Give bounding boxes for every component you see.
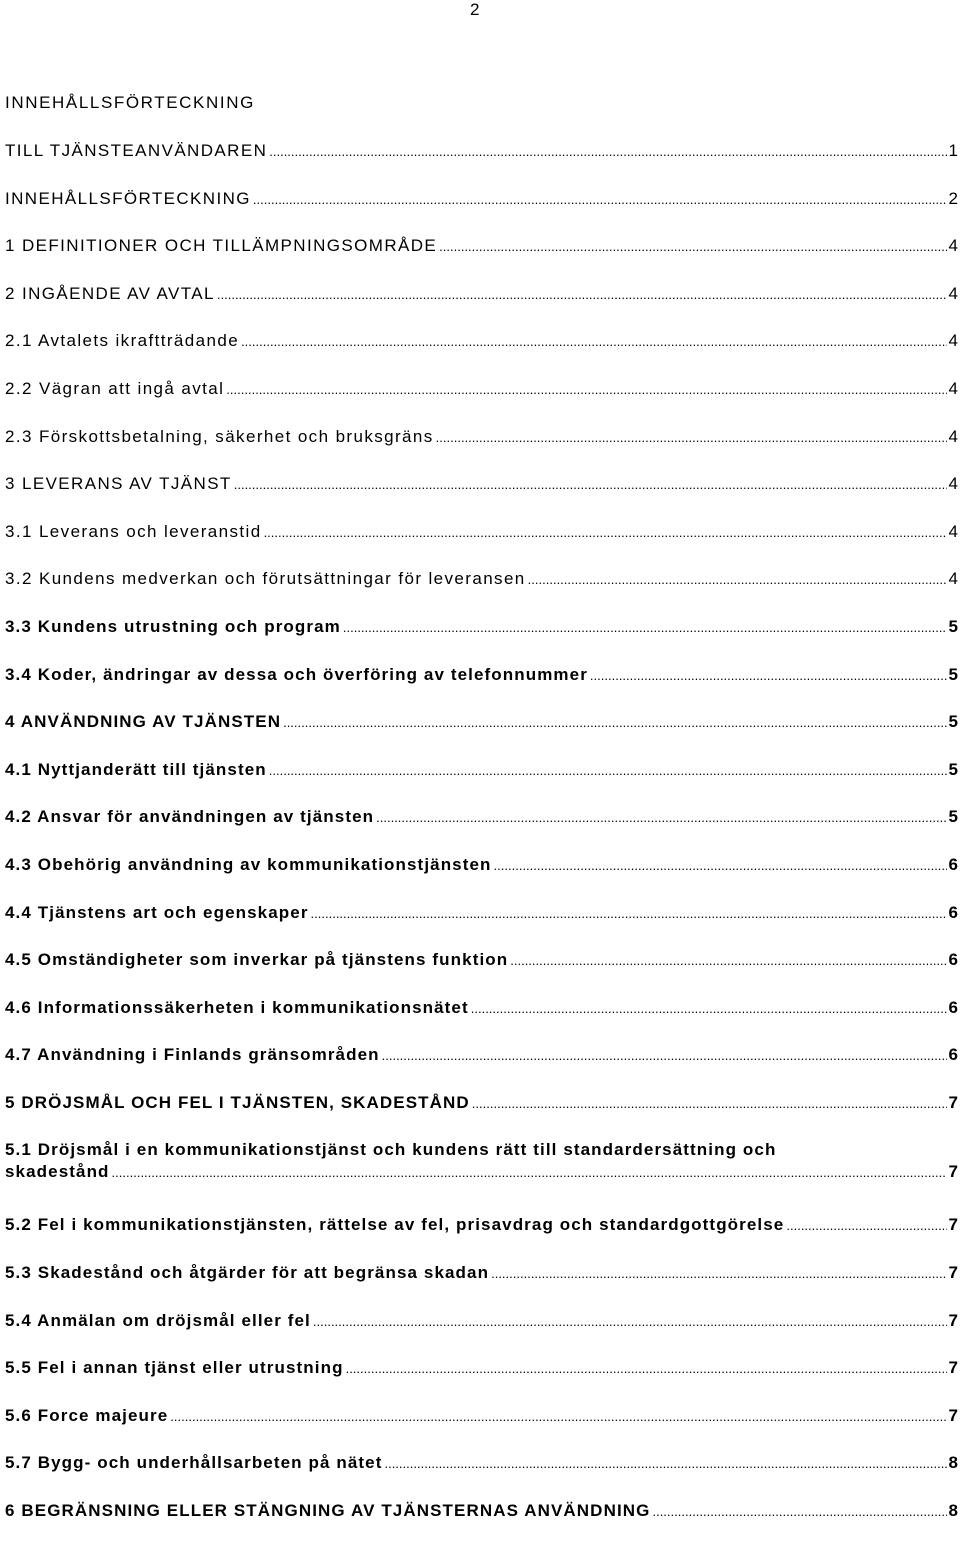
dot-leader xyxy=(241,330,946,353)
toc-entry[interactable] xyxy=(5,997,958,1045)
toc-entry[interactable] xyxy=(5,1310,958,1358)
dot-leader xyxy=(436,426,947,449)
dot-leader xyxy=(471,997,947,1020)
dot-leader xyxy=(283,711,946,734)
toc-entry-title: 3.3 Kundens utrustning och program xyxy=(5,616,341,636)
toc-entry-page: 7 xyxy=(948,1092,958,1112)
dot-leader xyxy=(786,1214,946,1237)
dot-leader xyxy=(472,1092,947,1115)
toc-entry[interactable] xyxy=(5,949,958,997)
dot-leader xyxy=(343,616,947,639)
dot-leader xyxy=(112,1161,947,1184)
toc-entry-title: 3.2 Kundens medverkan och förutsättningar för leveransen xyxy=(5,569,526,589)
toc-entry[interactable] xyxy=(5,616,958,664)
toc-entry[interactable] xyxy=(5,1262,958,1310)
toc-entry-title: skadestånd xyxy=(5,1162,110,1182)
toc-entry-page: 7 xyxy=(948,1263,958,1283)
toc-entry-page: 6 xyxy=(948,997,958,1017)
dot-leader xyxy=(491,1262,946,1285)
toc-entry[interactable] xyxy=(5,1500,958,1548)
dot-leader xyxy=(384,1452,946,1475)
toc-entry-title-line1: 5.1 Dröjsmål i en kommunikationstjänst och kundens rätt till standardersättning och xyxy=(5,1140,777,1160)
toc-entry-page: 4 xyxy=(948,521,958,541)
dot-leader xyxy=(590,664,947,687)
toc-entry[interactable] xyxy=(5,1092,958,1140)
toc-entry-page: 7 xyxy=(948,1162,958,1182)
toc-entry[interactable] xyxy=(5,1452,958,1500)
toc-entry-page: 2 xyxy=(948,188,958,208)
page-number: 2 xyxy=(470,0,480,19)
toc-entry[interactable] xyxy=(5,1405,958,1453)
toc-list xyxy=(5,140,958,1548)
toc-entry-title: 2.3 Förskottsbetalning, säkerhet och bruksgräns xyxy=(5,426,434,446)
toc-entry-title: TILL TJÄNSTEANVÄNDAREN xyxy=(5,141,268,160)
toc-entry[interactable] xyxy=(5,330,958,378)
toc-heading: INNEHÅLLSFÖRTECKNING xyxy=(5,93,255,112)
toc-entry-page: 8 xyxy=(948,1501,958,1521)
toc-entry-title: 3.1 Leverans och leveranstid xyxy=(5,521,262,541)
toc-entry-page: 1 xyxy=(948,141,958,160)
toc-entry-page: 5 xyxy=(948,759,958,779)
toc-entry-page: 7 xyxy=(948,1358,958,1378)
dot-leader xyxy=(311,902,947,925)
toc-entry-title: 4.1 Nyttjanderätt till tjänsten xyxy=(5,759,267,779)
toc-entry[interactable] xyxy=(5,235,958,283)
toc-entry-title: 2.2 Vägran att ingå avtal xyxy=(5,378,225,398)
toc-entry[interactable] xyxy=(5,806,958,854)
dot-leader xyxy=(313,1310,947,1333)
toc-entry-title: 3 LEVERANS AV TJÄNST xyxy=(5,474,232,494)
toc-entry-title: 4 ANVÄNDNING AV TJÄNSTEN xyxy=(5,712,282,732)
dot-leader xyxy=(269,140,946,163)
toc-entry-page: 4 xyxy=(948,331,958,351)
dot-leader xyxy=(253,188,947,211)
toc-entry-title: 5.4 Anmälan om dröjsmål eller fel xyxy=(5,1310,311,1330)
toc-entry-page: 6 xyxy=(948,950,958,970)
toc-entry-page: 4 xyxy=(948,236,958,256)
toc-entry-page: 6 xyxy=(948,854,958,874)
toc-entry-page: 5 xyxy=(948,616,958,636)
toc-entry-title: 4.7 Användning i Finlands gränsområden xyxy=(5,1045,380,1065)
toc-entry[interactable] xyxy=(5,759,958,807)
dot-leader xyxy=(376,806,946,829)
toc-entry[interactable] xyxy=(5,568,958,616)
dot-leader xyxy=(346,1357,947,1380)
toc-entry-page: 6 xyxy=(948,1045,958,1065)
toc-entry-title: INNEHÅLLSFÖRTECKNING xyxy=(5,188,251,208)
toc-entry-title: 5.2 Fel i kommunikationstjänsten, rättelse av fel, prisavdrag och standardgottgörelse xyxy=(5,1215,785,1235)
dot-leader xyxy=(439,235,946,258)
toc-entry-title: 2.1 Avtalets ikraftträdande xyxy=(5,331,240,351)
dot-leader xyxy=(264,521,947,544)
dot-leader xyxy=(510,949,946,972)
toc-entry-title: 5.5 Fel i annan tjänst eller utrustning xyxy=(5,1358,344,1378)
toc-entry-page: 7 xyxy=(948,1215,958,1235)
toc-entry[interactable] xyxy=(5,664,958,712)
toc-entry[interactable] xyxy=(5,1214,958,1262)
dot-leader xyxy=(234,473,947,496)
toc-entry[interactable] xyxy=(5,140,958,188)
toc-entry-page: 4 xyxy=(948,474,958,494)
toc-entry-title: 4.5 Omständigheter som inverkar på tjänstens funktion xyxy=(5,950,509,970)
toc-entry-page: 4 xyxy=(948,378,958,398)
toc-entry[interactable] xyxy=(5,473,958,521)
toc-entry-title: 6 BEGRÄNSNING ELLER STÄNGNING AV TJÄNSTERNAS ANVÄNDNING xyxy=(5,1501,651,1521)
toc-entry-title: 2 INGÅENDE AV AVTAL xyxy=(5,283,215,303)
dot-leader xyxy=(226,378,946,401)
toc-entry-page: 4 xyxy=(948,283,958,303)
toc-entry-page: 6 xyxy=(948,902,958,922)
toc-entry[interactable] xyxy=(5,521,958,569)
dot-leader xyxy=(528,568,947,591)
toc-entry[interactable] xyxy=(5,1139,958,1214)
dot-leader xyxy=(217,283,947,306)
toc-entry-title: 5.7 Bygg- och underhållsarbeten på nätet xyxy=(5,1453,383,1473)
toc-entry-page: 7 xyxy=(948,1405,958,1425)
toc-entry[interactable] xyxy=(5,378,958,426)
toc-entry-page: 7 xyxy=(948,1310,958,1330)
toc-entry-page: 5 xyxy=(948,664,958,684)
toc-entry[interactable] xyxy=(5,1044,958,1092)
toc-entry-title: 3.4 Koder, ändringar av dessa och överföring av telefonnummer xyxy=(5,664,588,684)
dot-leader xyxy=(382,1044,947,1067)
toc-entry[interactable] xyxy=(5,1357,958,1405)
toc-entry[interactable] xyxy=(5,711,958,759)
toc-entry-page: 8 xyxy=(948,1453,958,1473)
toc-entry[interactable] xyxy=(5,426,958,474)
toc-entry-page: 5 xyxy=(948,807,958,827)
toc-entry-title: 4.6 Informationssäkerheten i kommunikationsnätet xyxy=(5,997,469,1017)
toc-entry[interactable] xyxy=(5,188,958,236)
toc-entry-page: 4 xyxy=(948,426,958,446)
toc-entry-title: 4.2 Ansvar för användningen av tjänsten xyxy=(5,807,375,827)
dot-leader xyxy=(170,1405,946,1428)
toc-entry[interactable] xyxy=(5,283,958,331)
toc-entry-page: 4 xyxy=(948,569,958,589)
toc-entry-title: 1 DEFINITIONER OCH TILLÄMPNINGSOMRÅDE xyxy=(5,236,438,256)
dot-leader xyxy=(269,759,947,782)
toc-entry-title: 5.6 Force majeure xyxy=(5,1405,169,1425)
toc-entry-title: 5.3 Skadestånd och åtgärder för att begränsa skadan xyxy=(5,1263,490,1283)
dot-leader xyxy=(494,854,947,877)
toc-entry-title: 4.4 Tjänstens art och egenskaper xyxy=(5,902,309,922)
toc-entry[interactable] xyxy=(5,902,958,950)
toc-entry-page: 5 xyxy=(948,712,958,732)
toc-entry[interactable] xyxy=(5,854,958,902)
toc-entry-title: 5 DRÖJSMÅL OCH FEL I TJÄNSTEN, SKADESTÅND xyxy=(5,1092,470,1112)
toc-entry-title: 4.3 Obehörig användning av kommunikationstjänsten xyxy=(5,854,492,874)
